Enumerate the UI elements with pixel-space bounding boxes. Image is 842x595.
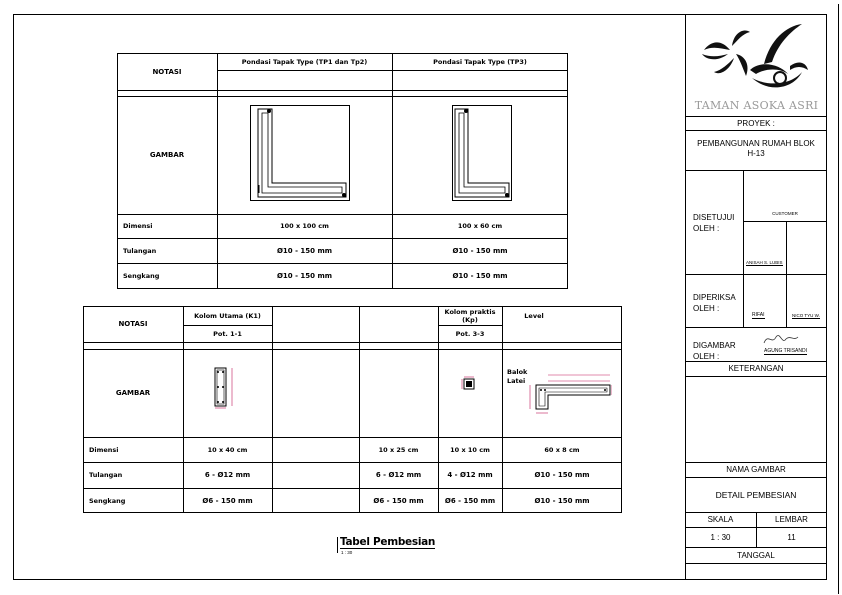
t1-row-label: Sengkang xyxy=(123,272,160,280)
disetujui-label xyxy=(693,212,734,234)
balok-latei-drawing xyxy=(526,367,612,417)
t2-cell: 6 - Ø12 mm xyxy=(204,471,251,479)
t2-cell: 10 x 25 cm xyxy=(378,445,419,454)
proyek-name xyxy=(685,139,827,159)
t2-col1-pot: Pot. 1-1 xyxy=(213,329,242,338)
t2-gambar-label: GAMBAR xyxy=(115,389,151,397)
t1-cell: Ø10 - 150 mm xyxy=(452,272,508,280)
t2-cell: Ø6 - 150 mm xyxy=(373,496,424,505)
t2-row-label: Tulangan xyxy=(89,471,123,479)
agung-name: AGUNG TRISANDI xyxy=(764,348,807,354)
t1-cell: 100 x 60 cm xyxy=(457,222,503,230)
balok-latei-label xyxy=(507,368,527,386)
t2-cell: Ø10 - 150 mm xyxy=(534,471,590,479)
nama-gambar-label: NAMA GAMBAR xyxy=(726,465,786,474)
diperiksa-line-1: DIPERIKSA xyxy=(693,293,736,302)
nama-gambar-value: DETAIL PEMBESIAN xyxy=(715,489,797,500)
t2-col4-title: Kolom praktis (Kp) xyxy=(444,307,496,324)
t1-col2-title: Pondasi Tapak Type (TP3) xyxy=(433,57,527,66)
t1-row-label: Dimensi xyxy=(123,222,153,230)
kolom-utama-drawing xyxy=(212,367,242,409)
lembar-label: LEMBAR xyxy=(775,515,808,524)
t2-cell: Ø6 - 150 mm xyxy=(444,496,496,505)
rifai-name: RIFAI xyxy=(752,312,765,318)
t1-row-label: Tulangan xyxy=(123,246,157,255)
disetujui-line-1: DISETUJUI xyxy=(693,213,735,222)
proyek-label: PROYEK : xyxy=(737,118,775,128)
t1-cell: Ø10 - 150 mm xyxy=(452,246,508,255)
skala-label: SKALA xyxy=(707,515,734,524)
latei-label: Latei xyxy=(507,377,526,385)
sheet-edge xyxy=(838,4,839,594)
t1-cell: Ø10 - 150 mm xyxy=(276,246,333,255)
t2-cell: Ø6 - 150 mm xyxy=(202,496,253,505)
t2-cell: 60 x 8 cm xyxy=(544,445,580,454)
t1-cell: 100 x 100 cm xyxy=(280,222,329,230)
digambar-line-1: DIGAMBAR xyxy=(693,341,736,350)
pondasi-tp1-drawing xyxy=(250,105,350,205)
proyek-name-line-1: PEMBANGUNAN RUMAH BLOK xyxy=(697,139,815,148)
diperiksa-label xyxy=(693,292,736,314)
lembar-value: 11 xyxy=(787,532,796,542)
kolom-praktis-drawing xyxy=(461,376,477,392)
company-name: TAMAN ASOKA ASRI xyxy=(694,99,819,112)
t2-cell: 4 - Ø12 mm xyxy=(447,471,493,479)
t1-col1-title: Pondasi Tapak Type (TP1 dan Tp2) xyxy=(241,57,368,66)
t2-notasi-header: NOTASI xyxy=(118,320,148,328)
signature-agung xyxy=(760,331,800,347)
disetujui-line-2: OLEH : xyxy=(693,224,720,233)
t1-gambar-label: GAMBAR xyxy=(149,151,185,159)
keterangan-label: KETERANGAN xyxy=(728,364,784,373)
caption-scale: 1 : 30 xyxy=(341,550,353,555)
tanggal-label: TANGGAL xyxy=(737,550,775,560)
digambar-line-2: OLEH : xyxy=(693,352,720,361)
nico-name: NICO TYU W. xyxy=(792,313,820,318)
diperiksa-line-2: OLEH : xyxy=(693,304,720,313)
t2-col1-title: Kolom Utama (K1) xyxy=(194,311,261,320)
t2-cell: 10 x 10 cm xyxy=(450,445,490,454)
balok-label: Balok xyxy=(507,368,528,376)
company-logo xyxy=(690,20,822,98)
t2-cell: 10 x 40 cm xyxy=(207,445,248,454)
digambar-label xyxy=(693,340,736,362)
t2-cell: Ø10 - 150 mm xyxy=(534,496,590,505)
t2-col4-pot: Pot. 3-3 xyxy=(455,329,485,338)
customer-label: CUSTOMER xyxy=(772,211,798,216)
t1-cell: Ø10 - 150 mm xyxy=(276,272,333,280)
skala-value: 1 : 30 xyxy=(710,532,731,542)
t2-cell: 6 - Ø12 mm xyxy=(375,471,422,479)
pondasi-tp3-drawing xyxy=(452,105,512,205)
proyek-name-line-2: H-13 xyxy=(747,149,765,158)
anisah-name: ANISAH S. LUBIS xyxy=(746,260,783,265)
t2-row-label: Sengkang xyxy=(89,496,126,505)
t1-notasi-header: NOTASI xyxy=(152,67,182,76)
caption-title: Tabel Pembesian xyxy=(340,536,436,548)
t2-col5-title: Level xyxy=(524,311,544,320)
t2-row-label: Dimensi xyxy=(89,445,119,454)
